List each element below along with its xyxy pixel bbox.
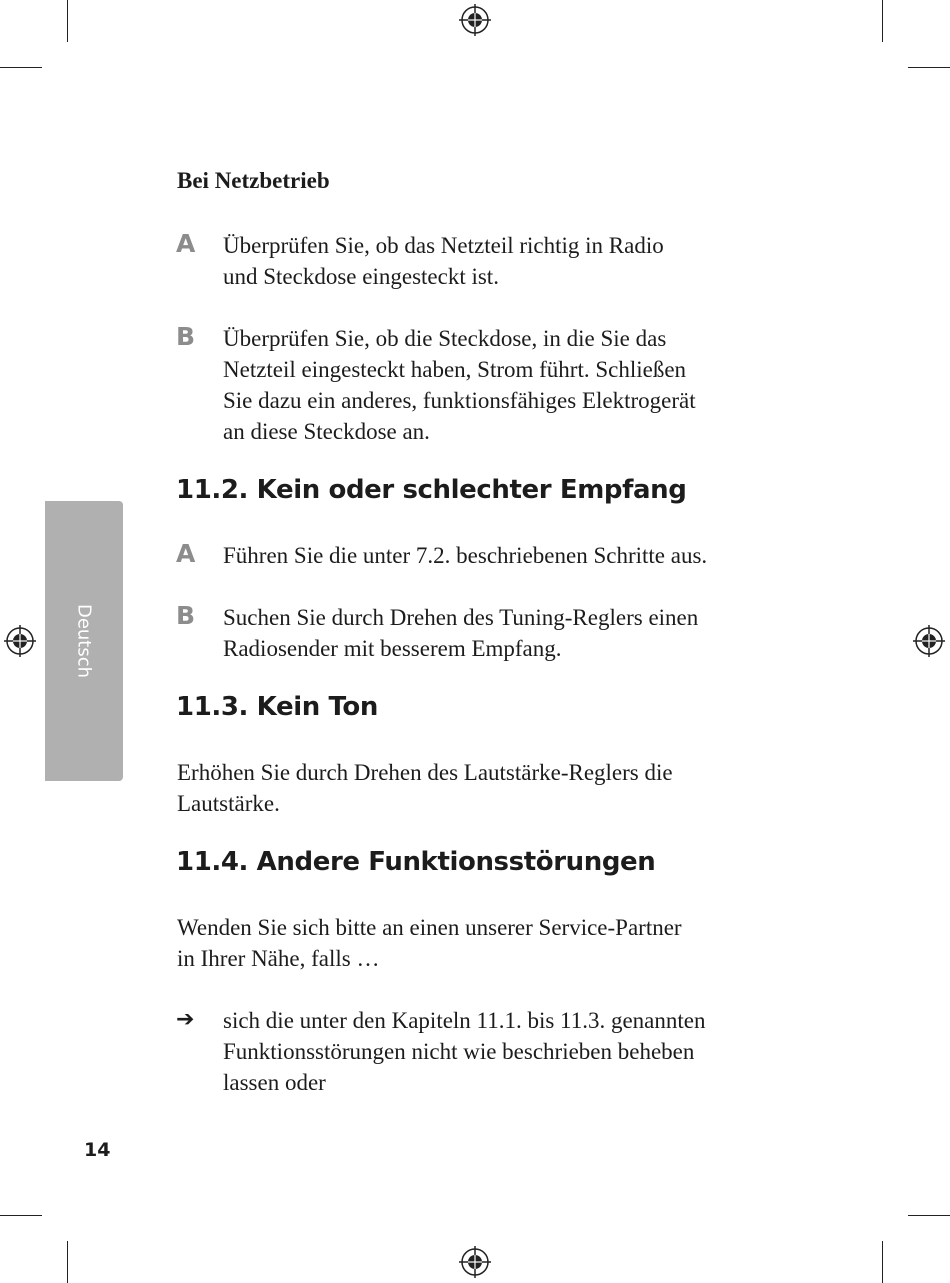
crosshair-target-icon — [459, 4, 491, 36]
paragraph — [177, 912, 777, 974]
text-line: Wenden Sie sich bitte an einen unserer Service-Partner — [177, 915, 682, 940]
text-line: in Ihrer Nähe, falls … — [177, 946, 380, 971]
step-marker: B — [176, 322, 196, 351]
text-line: Erhöhen Sie durch Drehen des Lautstärke-Reglers die — [177, 760, 673, 785]
crop-mark-top-right-vertical — [882, 0, 883, 42]
text-line: an diese Steckdose an. — [223, 419, 430, 444]
step-text — [223, 230, 783, 292]
language-side-tab — [45, 501, 123, 781]
arrow-right-icon: ➔ — [176, 1007, 195, 1032]
subheading-mains-operation: Bei Netzbetrieb — [177, 168, 330, 193]
text-line: Funktionsstörungen nicht wie beschrieben beheben — [223, 1039, 695, 1064]
section-heading-11-3: 11.3. Kein Ton — [176, 692, 378, 722]
page-number: 14 — [84, 1139, 111, 1161]
crop-mark-bottom-right-vertical — [882, 1241, 883, 1283]
step-text — [223, 602, 783, 664]
text-line: Suchen Sie durch Drehen des Tuning-Reglers einen — [223, 605, 699, 630]
language-tab-label: Deutsch — [73, 603, 95, 679]
section-heading-11-2: 11.2. Kein oder schlechter Empfang — [176, 475, 687, 505]
text-line: Führen Sie die unter 7.2. beschriebenen Schritte aus. — [223, 543, 708, 568]
crosshair-target-icon — [913, 625, 945, 657]
step-text — [223, 540, 783, 571]
step-marker: A — [176, 229, 196, 258]
crosshair-target-icon — [4, 625, 36, 657]
crosshair-target-icon — [459, 1246, 491, 1278]
text-line: Netzteil eingesteckt haben, Strom führt. Schließen — [223, 357, 687, 382]
text-line: und Steckdose eingesteckt ist. — [223, 264, 499, 289]
text-line: Überprüfen Sie, ob das Netzteil richtig in Radio — [223, 233, 664, 258]
step-text — [223, 323, 783, 447]
step-marker: B — [176, 601, 196, 630]
crop-mark-bottom-left-horizontal — [0, 1215, 42, 1216]
crop-mark-bottom-left-vertical — [67, 1241, 68, 1283]
text-line: lassen oder — [223, 1070, 326, 1095]
crop-mark-bottom-right-horizontal — [908, 1215, 950, 1216]
text-line: Lautstärke. — [177, 791, 280, 816]
paragraph — [177, 757, 777, 819]
text-line: sich die unter den Kapiteln 11.1. bis 11.3. genannten — [223, 1008, 706, 1033]
text-line: Überprüfen Sie, ob die Steckdose, in die Sie das — [223, 326, 667, 351]
text-line: Radiosender mit besserem Empfang. — [223, 636, 562, 661]
crop-mark-top-left-vertical — [67, 0, 68, 42]
section-heading-11-4: 11.4. Andere Funktionsstörungen — [176, 847, 656, 877]
bullet-text — [223, 1005, 783, 1098]
crop-mark-top-left-horizontal — [0, 67, 42, 68]
step-marker: A — [176, 539, 196, 568]
text-line: Sie dazu ein anderes, funktionsfähiges Elektrogerät — [223, 388, 696, 413]
crop-mark-top-right-horizontal — [908, 67, 950, 68]
